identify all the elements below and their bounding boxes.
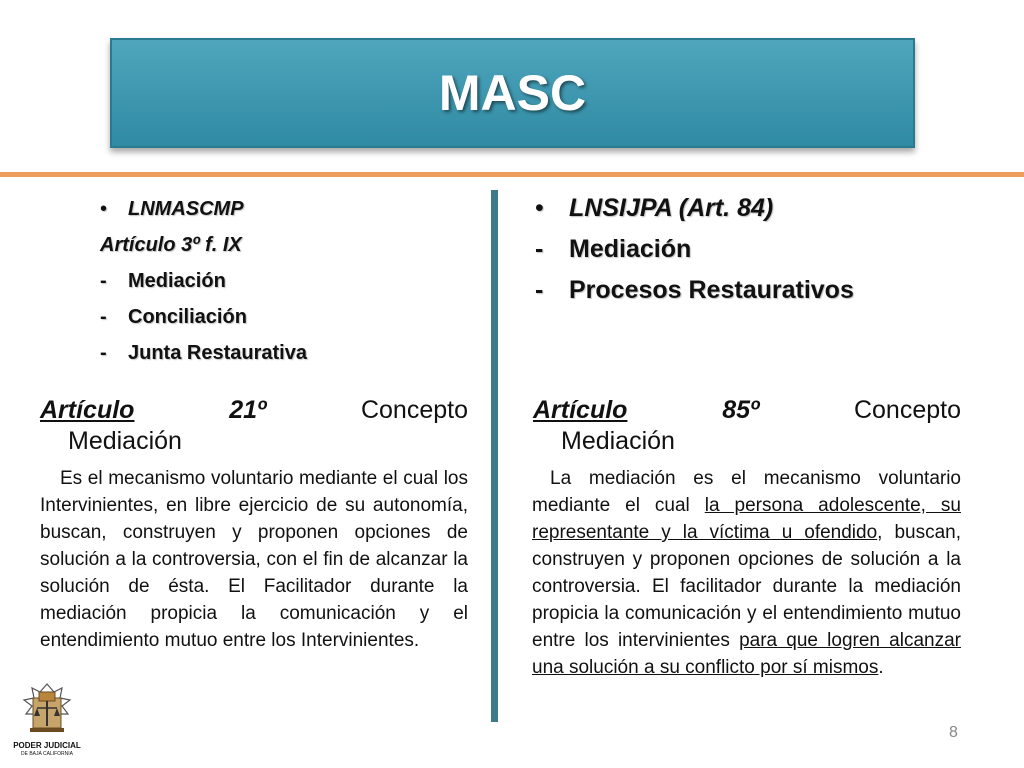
heading-article-number: 85º bbox=[722, 396, 760, 424]
left-article-row bbox=[100, 234, 307, 270]
right-definition bbox=[532, 465, 961, 681]
list-item bbox=[100, 342, 307, 378]
right-definition-underlined2: para que logren alcanzar una solución a su conflicto por sí mismos bbox=[532, 630, 961, 678]
list-item bbox=[100, 306, 307, 342]
left-definition-text: Es el mecanismo voluntario mediante el cual los Intervinientes, en libre ejercicio de su autonomía, buscan, construyen y proponen opciones de solución a la controversia, con el fin de alcanzar la solución de ésta. El Facilitador durante la mediación propicia la comunicación y el entendimiento mutuo entre los Intervinientes. bbox=[40, 468, 468, 651]
heading-word-concept: Concepto bbox=[360, 396, 468, 424]
right-item-label: Procesos Restaurativos bbox=[569, 276, 854, 304]
page-number: 8 bbox=[949, 724, 958, 741]
right-law-list bbox=[535, 194, 854, 317]
left-law-name: LNMASCMP bbox=[128, 198, 244, 220]
bullet-icon: • bbox=[100, 198, 108, 220]
heading-line2: Mediación bbox=[68, 427, 182, 455]
heading-word-concept: Concepto bbox=[853, 396, 961, 424]
heading-word-article: Artículo bbox=[40, 396, 135, 424]
left-item-label: Junta Restaurativa bbox=[128, 342, 307, 364]
logo-title: PODER JUDICIAL bbox=[13, 741, 81, 750]
column-divider bbox=[491, 190, 498, 722]
slide-title: MASC bbox=[438, 65, 587, 121]
logo-subtitle: DE BAJA CALIFORNIA bbox=[21, 751, 73, 757]
right-definition-part1: La mediación es el mecanismo voluntario mediante el cual bbox=[532, 468, 961, 516]
left-law-row bbox=[100, 198, 307, 234]
dash-icon: - bbox=[535, 235, 544, 263]
list-item bbox=[535, 276, 854, 317]
list-item bbox=[535, 235, 854, 276]
left-definition bbox=[40, 465, 468, 654]
title-banner bbox=[110, 38, 915, 148]
dash-icon: - bbox=[100, 270, 107, 292]
left-item-label: Mediación bbox=[128, 270, 226, 292]
dash-icon: - bbox=[535, 276, 544, 304]
left-law-list bbox=[100, 198, 307, 378]
left-article-ref: Artículo 3º f. IX bbox=[100, 234, 242, 256]
right-definition-part2: , buscan, construyen y proponen opciones de solución a la controversia. El facilitador durante la mediación propicia la comunicación y el entendimiento mutuo entre los intervinientes bbox=[532, 522, 961, 651]
left-article-heading bbox=[40, 395, 468, 457]
right-definition-part3: . bbox=[878, 657, 884, 678]
right-definition-underlined1: la persona adolescente, su representante y la víctima u ofendido bbox=[532, 495, 961, 543]
heading-word-article: Artículo bbox=[533, 396, 628, 424]
dash-icon: - bbox=[100, 306, 107, 328]
left-item-label: Conciliación bbox=[128, 306, 247, 328]
right-item-label: Mediación bbox=[569, 235, 692, 263]
dash-icon: - bbox=[100, 342, 107, 364]
right-law-name: LNSIJPA (Art. 84) bbox=[569, 194, 774, 222]
heading-line2: Mediación bbox=[561, 427, 675, 455]
heading-article-number: 21º bbox=[229, 396, 267, 424]
list-item bbox=[100, 270, 307, 306]
right-law-row bbox=[535, 194, 854, 235]
right-article-heading bbox=[533, 395, 961, 457]
bullet-icon: • bbox=[535, 194, 544, 222]
title-underline bbox=[0, 172, 1024, 177]
